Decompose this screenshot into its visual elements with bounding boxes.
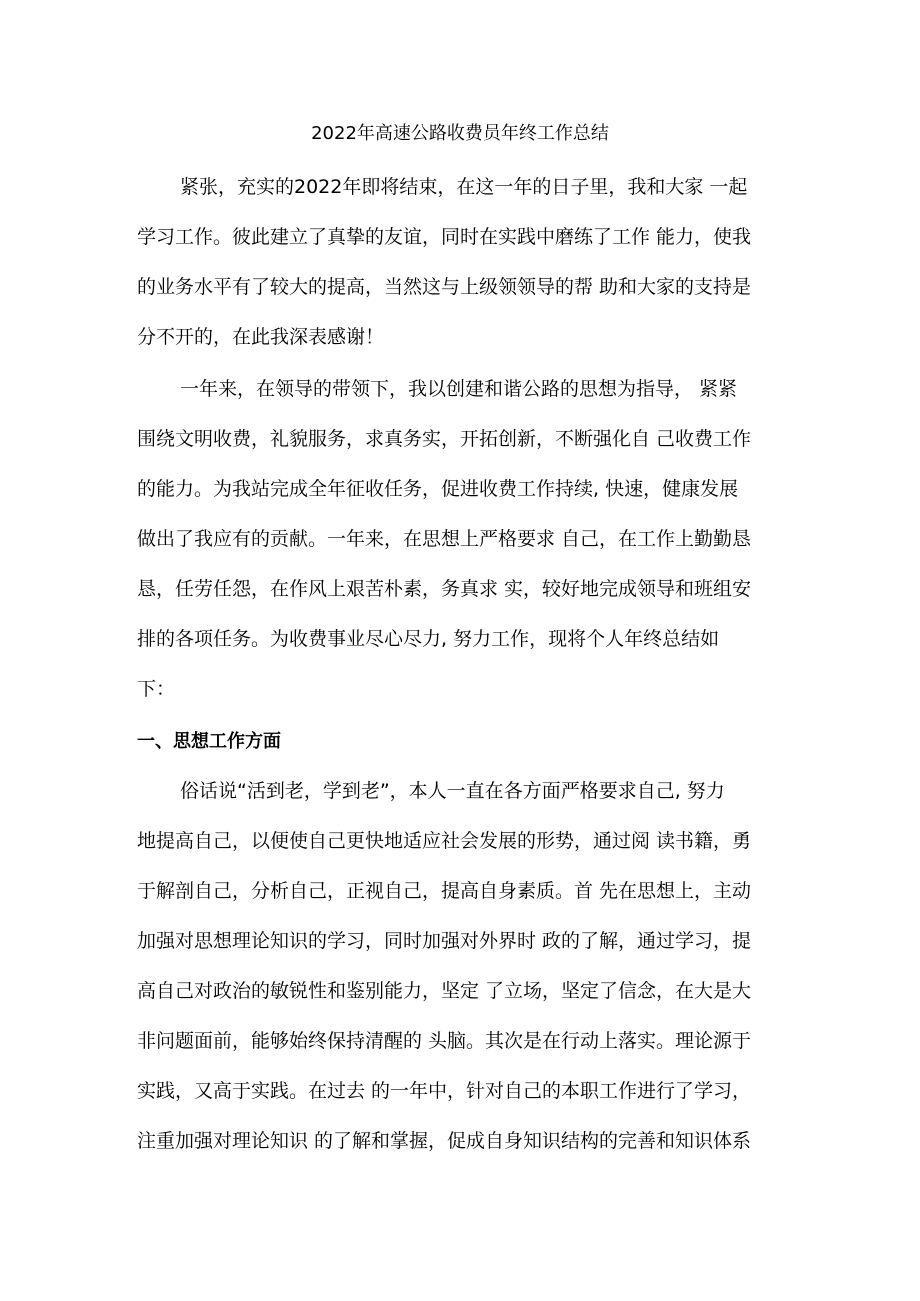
paragraph-line: 的业务水平有了较大的提高，当然这与上级领领导的帮 助和大家的支持是 (137, 276, 752, 298)
paragraph-line: 的能力。为我站完成全年征收任务，促进收费工作持续, 快速，健康发展 (137, 478, 739, 500)
paragraph-line: 非问题面前，能够始终保持清醒的 头脑。其次是在行动上落实。理论源于 (137, 1030, 752, 1052)
paragraph-line: 围绕文明收费，礼貌服务，求真务实，开拓创新，不断强化自 己收费工作 (137, 428, 752, 450)
paragraph-line: 加强对思想理论知识的学习，同时加强对外界时 政的了解，通过学习，提 (137, 930, 752, 952)
paragraph-line: 分不开的，在此我深表感谢！ (137, 326, 385, 348)
paragraph-line: 恳，任劳任怨，在作风上艰苦朴素，务真求 实，较好地完成领导和班组安 (137, 578, 752, 600)
paragraph-line: 学习工作。彼此建立了真挚的友谊，同时在实践中磨练了工作 能力，使我 (137, 226, 752, 248)
paragraph-line: 下： (137, 678, 176, 700)
paragraph-line: 俗话说“活到老，学到老”，本人一直在各方面严格要求自己, 努力 (180, 780, 725, 802)
paragraph-line: 实践，又高于实践。在过去 的一年中，针对自己的本职工作进行了学习， (137, 1080, 752, 1102)
paragraph-line: 一年来，在领导的带领下，我以创建和谐公路的思想为指导， 紧紧 (180, 378, 738, 400)
paragraph-line: 高自己对政治的敏锐性和鉴别能力，坚定 了立场，坚定了信念，在大是大 (137, 980, 752, 1002)
paragraph-line: 紧张，充实的2022年即将结束，在这一年的日子里，我和大家 一起 (180, 176, 748, 198)
paragraph-line: 做出了我应有的贡献。一年来，在思想上严格要求 自己，在工作上勤勤恳 (137, 528, 752, 550)
paragraph-line: 于解剖自己，分析自己，正视自己，提高自身素质。首 先在思想上，主动 (137, 880, 752, 902)
paragraph-line: 注重加强对理论知识 的了解和掌握，促成自身知识结构的完善和知识体系 (137, 1130, 752, 1152)
paragraph-line: 排的各项任务。为收费事业尽心尽力, 努力工作，现将个人年终总结如 (137, 628, 720, 650)
paragraph-line: 地提高自己，以便使自己更快地适应社会发展的形势，通过阅 读书籍，勇 (137, 830, 752, 852)
section-heading: 一、思想工作方面 (137, 731, 281, 752)
document-title: 2022年高速公路收费员年终工作总结 (311, 123, 609, 144)
